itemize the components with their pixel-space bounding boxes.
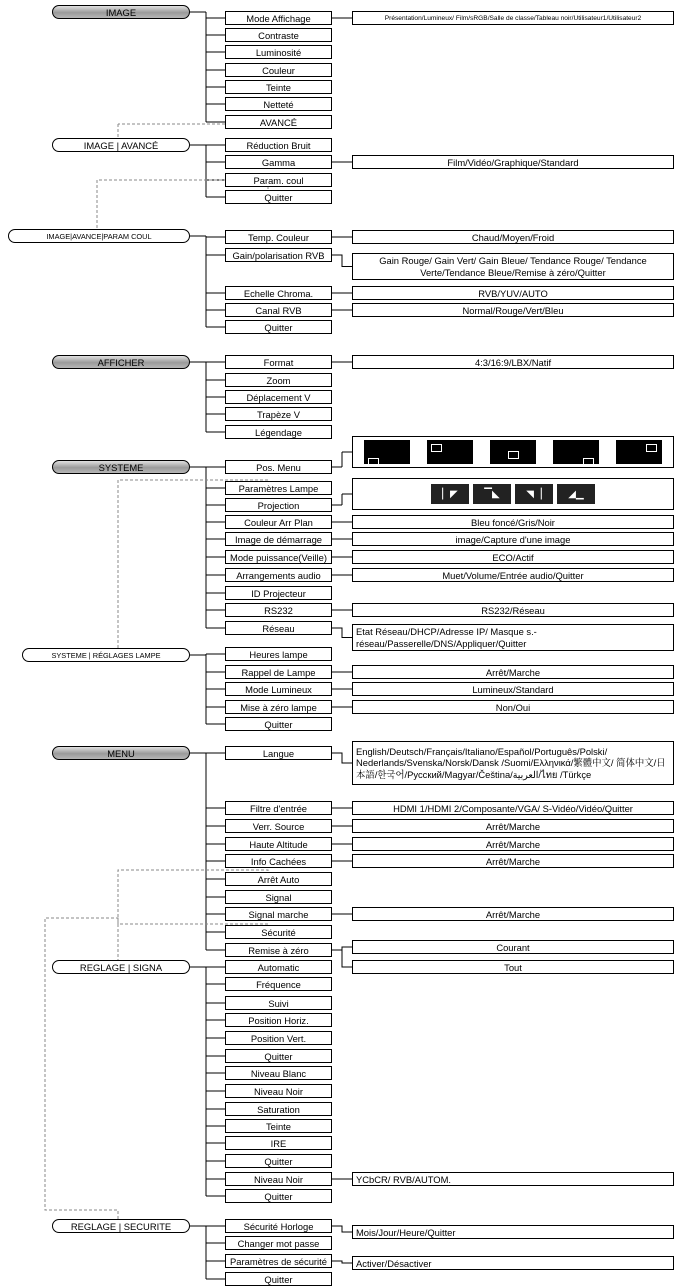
menu-item: Quitter — [225, 1272, 332, 1286]
menu-item: Automatic — [225, 960, 332, 974]
menu-item: Heures lampe — [225, 647, 332, 661]
menu-item: Déplacement V — [225, 390, 332, 404]
menu-position-options — [352, 436, 674, 468]
connector-line — [332, 628, 352, 638]
option-values: Film/Vidéo/Graphique/Standard — [352, 155, 674, 169]
section-systeme-header: SYSTEME — [52, 460, 190, 474]
menu-item: Couleur — [225, 63, 332, 77]
menu-item: Rappel de Lampe — [225, 665, 332, 679]
option-values: English/Deutsch/Français/Italiano/Español/Português/Polski/ Nederlands/Svenska/Norsk/Dansk /Suomi/Ελληνικά/繁體中文/ 简体中文/日本語/한국어/Русский/Magyar/Čeština/العربية/ไทย /Türkçe — [352, 741, 674, 785]
menu-item: Mise à zéro lampe — [225, 700, 332, 714]
menu-item: Temp. Couleur — [225, 230, 332, 244]
menu-item: Echelle Chroma. — [225, 286, 332, 300]
menu-item: Format — [225, 355, 332, 369]
menu-item: Mode puissance(Veille) — [225, 550, 332, 564]
option-values: Arrêt/Marche — [352, 819, 674, 833]
menu-item: RS232 — [225, 603, 332, 617]
menu-item: Niveau Noir — [225, 1172, 332, 1186]
option-values: Bleu foncé/Gris/Noir — [352, 515, 674, 529]
position-option-icon — [427, 440, 473, 464]
option-values: Etat Réseau/DHCP/Adresse IP/ Masque s.-réseau/Passerelle/DNS/Appliquer/Quitter — [352, 624, 674, 651]
menu-item: Param. coul — [225, 173, 332, 187]
position-option-icon — [364, 440, 410, 464]
menu-item: Langue — [225, 746, 332, 760]
menu-item: Trapèze V — [225, 407, 332, 421]
projection-options — [352, 478, 674, 510]
projection-mode-icon: ▏◤ — [431, 484, 469, 504]
menu-item: Luminosité — [225, 45, 332, 59]
option-values: Chaud/Moyen/Froid — [352, 230, 674, 244]
menu-item: Netteté — [225, 97, 332, 111]
menu-item: Niveau Noir — [225, 1084, 332, 1098]
menu-item: Couleur Arr Plan — [225, 515, 332, 529]
section-image-avance-header: IMAGE | AVANCÉ — [52, 138, 190, 152]
menu-item: Remise à zéro — [225, 943, 332, 957]
option-values: Mois/Jour/Heure/Quitter — [352, 1225, 674, 1239]
connector-line — [332, 753, 352, 763]
option-values: HDMI 1/HDMI 2/Composante/VGA/ S-Vidéo/Vidéo/Quitter — [352, 801, 674, 815]
projection-mode-icon: ◢▁ — [557, 484, 595, 504]
option-values: RS232/Réseau — [352, 603, 674, 617]
section-image-avance-param-header: IMAGE|AVANCE|PARAM COUL — [8, 229, 190, 243]
position-option-icon — [553, 440, 599, 464]
menu-item: Quitter — [225, 190, 332, 204]
menu-item: Projection — [225, 498, 332, 512]
menu-item: Réseau — [225, 621, 332, 635]
menu-item: Image de démarrage — [225, 532, 332, 546]
option-values: Arrêt/Marche — [352, 665, 674, 679]
menu-item: Filtre d'entrée — [225, 801, 332, 815]
connector-line — [97, 180, 268, 229]
option-values: 4:3/16:9/LBX/Natif — [352, 355, 674, 369]
option-values: Gain Rouge/ Gain Vert/ Gain Bleue/ Tendance Rouge/ Tendance Verte/Tendance Bleue/Remise à zéro/Quitter — [352, 253, 674, 280]
option-values: Arrêt/Marche — [352, 837, 674, 851]
projection-mode-icon: ▔◣ — [473, 484, 511, 504]
menu-item: Signal marche — [225, 907, 332, 921]
section-reglage-signa-header: REGLAGE | SIGNA — [52, 960, 190, 974]
connector-line — [332, 1226, 352, 1232]
section-systeme-lampe-header: SYSTEME | RÉGLAGES LAMPE — [22, 648, 190, 662]
menu-item: Zoom — [225, 373, 332, 387]
menu-item: Arrêt Auto — [225, 872, 332, 886]
menu-item: Saturation — [225, 1102, 332, 1116]
menu-item: Teinte — [225, 1119, 332, 1133]
menu-item: Info Cachées — [225, 854, 332, 868]
option-values: Normal/Rouge/Vert/Bleu — [352, 303, 674, 317]
menu-item: Quitter — [225, 1189, 332, 1203]
menu-item: Sécurité Horloge — [225, 1219, 332, 1233]
menu-item: Changer mot passe — [225, 1236, 332, 1250]
section-reglage-securite-header: REGLAGE | SECURITE — [52, 1219, 190, 1233]
menu-item: Verr. Source — [225, 819, 332, 833]
section-menu-header: MENU — [52, 746, 190, 760]
menu-item: Paramètres de sécurité — [225, 1254, 332, 1268]
menu-item: Position Vert. — [225, 1031, 332, 1045]
option-values: YCbCR/ RVB/AUTOM. — [352, 1172, 674, 1186]
menu-item: Arrangements audio — [225, 568, 332, 582]
connector-line — [332, 1261, 352, 1263]
menu-item: Suivi — [225, 996, 332, 1010]
menu-item: Mode Lumineux — [225, 682, 332, 696]
option-values: Tout — [352, 960, 674, 974]
option-values: ECO/Actif — [352, 550, 674, 564]
option-values: Muet/Volume/Entrée audio/Quitter — [352, 568, 674, 582]
menu-item: Contraste — [225, 28, 332, 42]
option-values: Arrêt/Marche — [352, 907, 674, 921]
menu-item: Quitter — [225, 717, 332, 731]
position-option-icon — [616, 440, 662, 464]
option-values: Présentation/Lumineux/ Film/sRGB/Salle de classe/Tableau noir/Utilisateur1/Utilisateur2 — [352, 11, 674, 25]
connector-line — [332, 255, 352, 267]
menu-item: Gain/polarisation RVB — [225, 248, 332, 262]
menu-item: Réduction Bruit — [225, 138, 332, 152]
menu-item: Position Horiz. — [225, 1013, 332, 1027]
menu-item: Quitter — [225, 1154, 332, 1168]
menu-item: Quitter — [225, 320, 332, 334]
menu-item: Sécurité — [225, 925, 332, 939]
menu-item: Niveau Blanc — [225, 1066, 332, 1080]
menu-item: ID Projecteur — [225, 586, 332, 600]
menu-item: Légendage — [225, 425, 332, 439]
menu-item: IRE — [225, 1136, 332, 1150]
menu-item: Teinte — [225, 80, 332, 94]
option-values: Lumineux/Standard — [352, 682, 674, 696]
option-values: RVB/YUV/AUTO — [352, 286, 674, 300]
position-option-icon — [490, 440, 536, 464]
menu-item: Haute Altitude — [225, 837, 332, 851]
option-values: image/Capture d'une image — [352, 532, 674, 546]
option-values: Non/Oui — [352, 700, 674, 714]
menu-item: Pos. Menu — [225, 460, 332, 474]
menu-item: Gamma — [225, 155, 332, 169]
menu-item: Fréquence — [225, 977, 332, 991]
menu-item: Quitter — [225, 1049, 332, 1063]
option-values: Activer/Désactiver — [352, 1256, 674, 1270]
option-values: Courant — [352, 940, 674, 954]
section-image-header: IMAGE — [52, 5, 190, 19]
projection-mode-icon: ◥▕ — [515, 484, 553, 504]
connector-line — [332, 950, 352, 967]
menu-item: Mode Affichage — [225, 11, 332, 25]
menu-item: Signal — [225, 890, 332, 904]
menu-item: Paramètres Lampe — [225, 481, 332, 495]
menu-item: AVANCÉ — [225, 115, 332, 129]
section-afficher-header: AFFICHER — [52, 355, 190, 369]
menu-item: Canal RVB — [225, 303, 332, 317]
option-values: Arrêt/Marche — [352, 854, 674, 868]
